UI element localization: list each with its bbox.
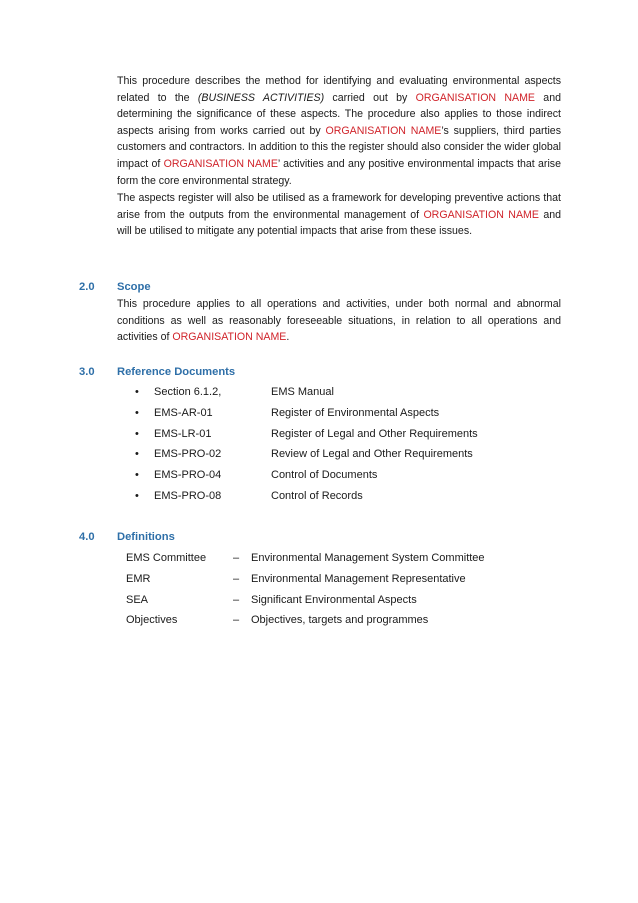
document-code: EMS-PRO-08 bbox=[154, 489, 222, 502]
dash-separator: – bbox=[233, 572, 240, 585]
document-code: Section 6.1.2, bbox=[154, 386, 222, 398]
organisation-name-placeholder: ORGANISATION NAME bbox=[415, 91, 535, 104]
organisation-name-placeholder: ORGANISATION NAME bbox=[325, 124, 442, 137]
list-item bbox=[126, 569, 566, 590]
text: ’ activities and any positive environmental impacts that arise form the core environmental strategy. bbox=[117, 157, 561, 187]
bullet-icon: • bbox=[135, 469, 139, 482]
document-title: Register of Environmental Aspects bbox=[271, 406, 440, 419]
text: This procedure applies to all operations and activities, under both normal and abnormal conditions as well as reasonably foreseeable situations, in relation to all operations and activities of bbox=[117, 298, 561, 344]
list-item bbox=[135, 403, 555, 424]
dash-separator: – bbox=[233, 593, 240, 606]
list-item bbox=[135, 444, 555, 465]
section-title-references: Reference Documents bbox=[117, 366, 236, 378]
definition-term: EMR bbox=[126, 572, 151, 585]
list-item bbox=[135, 382, 555, 403]
bullet-icon: • bbox=[135, 427, 139, 440]
list-item bbox=[135, 424, 555, 445]
document-code: EMS-PRO-04 bbox=[154, 469, 222, 482]
text: ’s suppliers, third parties customers and contractors. In addition to this the register should also consider the wider global impact of bbox=[117, 124, 561, 170]
document-title: Control of Records bbox=[271, 489, 363, 502]
document-title: Register of Legal and Other Requirements bbox=[271, 427, 478, 440]
bullet-icon: • bbox=[135, 489, 139, 502]
section-title-definitions: Definitions bbox=[117, 531, 175, 543]
definition-term: Objectives bbox=[126, 614, 178, 627]
text: This procedure describes the method for identifying and evaluating environmental aspects related to the bbox=[117, 75, 561, 104]
reference-documents-list bbox=[135, 382, 555, 507]
list-item bbox=[135, 486, 555, 507]
organisation-name-placeholder: ORGANISATION NAME bbox=[172, 331, 287, 344]
bullet-icon: • bbox=[135, 448, 139, 461]
definition-meaning: Significant Environmental Aspects bbox=[251, 593, 417, 606]
text: carried out by bbox=[324, 91, 416, 104]
section-number-scope: 2.0 bbox=[79, 281, 95, 293]
list-item bbox=[126, 590, 566, 611]
text: . bbox=[286, 331, 290, 344]
dash-separator: – bbox=[233, 552, 240, 564]
organisation-name-placeholder: ORGANISATION NAME bbox=[423, 208, 539, 221]
bullet-icon: • bbox=[135, 386, 139, 398]
purpose-paragraph-2 bbox=[117, 190, 561, 240]
text: and will be utilised to mitigate any potential impacts that arise from these issues. bbox=[117, 208, 561, 238]
list-item bbox=[135, 465, 555, 486]
document-code: EMS-AR-01 bbox=[154, 406, 213, 419]
section-number-references: 3.0 bbox=[79, 366, 95, 378]
scope-paragraph bbox=[117, 296, 561, 346]
section-number-definitions: 4.0 bbox=[79, 531, 95, 543]
document-code: EMS-PRO-02 bbox=[154, 448, 222, 461]
definition-term: EMS Committee bbox=[126, 552, 207, 564]
organisation-name-placeholder: ORGANISATION NAME bbox=[163, 157, 278, 170]
list-item bbox=[126, 548, 566, 569]
document-code: EMS-LR-01 bbox=[154, 427, 212, 440]
bullet-icon: • bbox=[135, 406, 139, 419]
text: and determining the significance of these aspects. The procedure also applies to those indirect aspects arising from works carried out by bbox=[117, 91, 561, 137]
document-title: Review of Legal and Other Requirements bbox=[271, 448, 473, 461]
definition-meaning: Objectives, targets and programmes bbox=[251, 614, 429, 627]
definition-term: SEA bbox=[126, 593, 149, 606]
document-title: Control of Documents bbox=[271, 469, 378, 482]
business-activities-placeholder: (BUSINESS ACTIVITIES) bbox=[197, 91, 325, 104]
dash-separator: – bbox=[233, 614, 240, 627]
text: The aspects register will also be utilised as a framework for developing preventive actions that arise from the outputs from the environmental management of bbox=[117, 192, 561, 221]
definitions-list bbox=[126, 548, 566, 631]
purpose-paragraph-1 bbox=[117, 73, 561, 189]
definition-meaning: Environmental Management Representative bbox=[251, 572, 466, 585]
section-title-scope: Scope bbox=[117, 281, 151, 293]
document-title: EMS Manual bbox=[271, 386, 334, 398]
definition-meaning: Environmental Management System Committee bbox=[251, 552, 485, 564]
list-item bbox=[126, 610, 566, 631]
